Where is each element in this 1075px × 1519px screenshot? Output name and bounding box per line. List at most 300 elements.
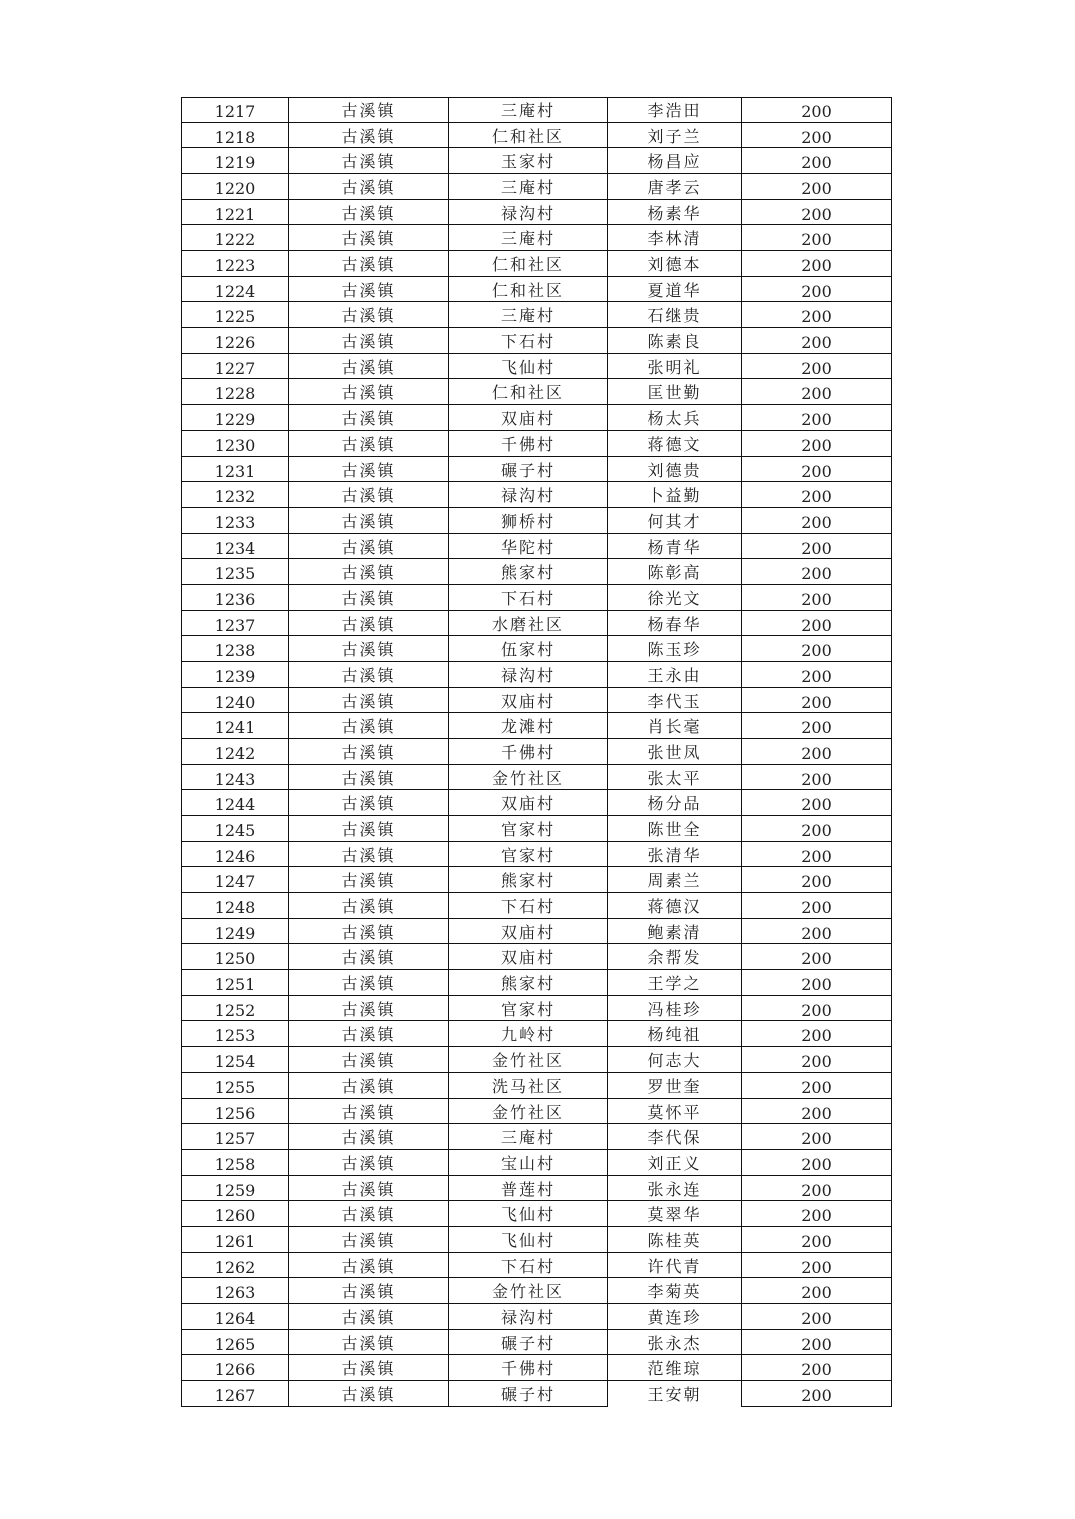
amount-text: 200: [801, 1000, 832, 1020]
town-text: 古溪镇: [341, 409, 396, 429]
person-name-text: 李菊英: [647, 1282, 702, 1302]
town-cell: [288, 1021, 448, 1047]
serial-number-text: 1242: [214, 744, 256, 763]
serial-number-text: 1262: [214, 1257, 256, 1277]
person-name-text: 杨春华: [647, 614, 702, 634]
serial-number-text: 1259: [214, 1180, 256, 1200]
village-cell: [448, 1304, 607, 1330]
person-name-text: 刘德本: [647, 255, 702, 275]
amount-text: 200: [801, 410, 832, 430]
village-cell: [448, 508, 607, 534]
table-row: [181, 842, 892, 868]
serial-number-text: 1231: [214, 461, 256, 481]
town-text: 古溪镇: [341, 1256, 396, 1276]
amount-text: 200: [801, 744, 832, 763]
village-text: 双庙村: [500, 922, 555, 942]
person-name-cell: [607, 1150, 741, 1176]
serial-number-cell: [181, 1304, 288, 1330]
town-cell: [288, 1355, 448, 1381]
person-name-text: 张永杰: [647, 1333, 702, 1353]
table-row: [181, 1150, 892, 1176]
table-row: [181, 970, 892, 996]
serial-number-cell: [181, 1073, 288, 1099]
table-row: [181, 919, 892, 945]
town-cell: [288, 200, 448, 226]
serial-number-cell: [181, 611, 288, 637]
town-text: 古溪镇: [341, 614, 396, 634]
town-text: 古溪镇: [341, 1333, 396, 1353]
serial-number-text: 1245: [214, 821, 256, 841]
table-row: [181, 251, 892, 277]
person-name-text: 夏道华: [647, 280, 702, 300]
table-row: [181, 379, 892, 405]
table-row: [181, 893, 892, 919]
town-cell: [288, 585, 448, 611]
serial-number-text: 1241: [214, 718, 256, 738]
amount-cell: [741, 302, 892, 328]
serial-number-text: 1225: [214, 307, 256, 327]
town-cell: [288, 405, 448, 431]
amount-cell: [741, 508, 892, 534]
village-cell: [448, 354, 607, 380]
serial-number-cell: [181, 739, 288, 765]
village-cell: [448, 1176, 607, 1202]
amount-cell: [741, 816, 892, 842]
person-name-text: 许代青: [647, 1256, 702, 1276]
serial-number-text: 1223: [214, 256, 256, 276]
village-cell: [448, 1073, 607, 1099]
person-name-text: 张清华: [647, 845, 702, 865]
person-name-text: 王永由: [647, 665, 702, 685]
serial-number-cell: [181, 123, 288, 149]
town-cell: [288, 1227, 448, 1253]
town-text: 古溪镇: [341, 743, 396, 762]
town-text: 古溪镇: [341, 588, 396, 608]
amount-text: 200: [801, 153, 832, 173]
person-name-cell: [607, 482, 741, 508]
village-cell: [448, 636, 607, 662]
village-text: 三庵村: [500, 306, 555, 326]
table-row: [181, 1381, 892, 1407]
village-cell: [448, 1150, 607, 1176]
serial-number-text: 1229: [214, 410, 256, 430]
table-row: [181, 1355, 892, 1381]
person-name-cell: [607, 1355, 741, 1381]
person-name-cell: [607, 636, 741, 662]
town-text: 古溪镇: [341, 691, 396, 711]
amount-cell: [741, 1278, 892, 1304]
table-row: [181, 405, 892, 431]
amount-cell: [741, 1355, 892, 1381]
amount-text: 200: [801, 333, 832, 353]
town-cell: [288, 225, 448, 251]
town-cell: [288, 1047, 448, 1073]
serial-number-text: 1248: [214, 898, 256, 918]
village-text: 双庙村: [500, 794, 555, 814]
serial-number-cell: [181, 174, 288, 200]
person-name-text: 石继贵: [647, 306, 702, 326]
serial-number-cell: [181, 97, 288, 123]
amount-text: 200: [801, 1103, 832, 1123]
amount-text: 200: [801, 1129, 832, 1149]
village-text: 伍家村: [500, 640, 555, 660]
serial-number-text: 1227: [214, 358, 256, 378]
village-cell: [448, 996, 607, 1022]
village-text: 飞仙村: [500, 1230, 555, 1250]
serial-number-text: 1238: [214, 641, 256, 661]
serial-number-cell: [181, 328, 288, 354]
town-cell: [288, 1124, 448, 1150]
village-cell: [448, 970, 607, 996]
person-name-cell: [607, 123, 741, 149]
person-name-text: 徐光文: [647, 588, 702, 608]
village-text: 千佛村: [500, 743, 555, 762]
town-text: 古溪镇: [341, 1051, 396, 1071]
person-name-cell: [607, 585, 741, 611]
amount-cell: [741, 1099, 892, 1125]
serial-number-cell: [181, 1021, 288, 1047]
person-name-text: 张明礼: [647, 357, 702, 377]
village-cell: [448, 1124, 607, 1150]
amount-text: 200: [801, 795, 832, 815]
village-text: 三庵村: [500, 229, 555, 249]
amount-text: 200: [801, 1360, 832, 1380]
serial-number-text: 1257: [214, 1129, 256, 1149]
table-row: [181, 431, 892, 457]
town-text: 古溪镇: [341, 768, 396, 788]
village-cell: [448, 893, 607, 919]
village-cell: [448, 200, 607, 226]
serial-number-text: 1239: [214, 666, 256, 686]
serial-number-text: 1220: [214, 179, 256, 199]
person-name-text: 刘正义: [647, 1153, 702, 1173]
person-name-cell: [607, 944, 741, 970]
person-name-text: 蒋德文: [647, 434, 702, 454]
person-name-text: 陈玉珍: [647, 640, 702, 660]
village-cell: [448, 148, 607, 174]
amount-text: 200: [801, 1180, 832, 1200]
village-cell: [448, 585, 607, 611]
town-text: 古溪镇: [341, 126, 396, 146]
town-cell: [288, 1330, 448, 1356]
town-text: 古溪镇: [341, 511, 396, 531]
village-text: 金竹社区: [491, 768, 564, 788]
town-text: 古溪镇: [341, 640, 396, 660]
village-cell: [448, 1355, 607, 1381]
person-name-text: 李林清: [647, 229, 702, 249]
village-cell: [448, 1099, 607, 1125]
town-cell: [288, 996, 448, 1022]
town-text: 古溪镇: [341, 1153, 396, 1173]
amount-text: 200: [801, 127, 832, 147]
amount-text: 200: [801, 281, 832, 301]
town-text: 古溪镇: [341, 280, 396, 300]
town-cell: [288, 688, 448, 714]
serial-number-cell: [181, 1227, 288, 1253]
amount-text: 200: [801, 898, 832, 918]
table-row: [181, 1201, 892, 1227]
amount-cell: [741, 534, 892, 560]
town-text: 古溪镇: [341, 357, 396, 377]
person-name-cell: [607, 739, 741, 765]
serial-number-text: 1240: [214, 692, 256, 712]
village-text: 三庵村: [500, 178, 555, 198]
town-cell: [288, 431, 448, 457]
amount-text: 200: [801, 975, 832, 995]
town-text: 古溪镇: [341, 897, 396, 917]
person-name-cell: [607, 1304, 741, 1330]
amount-text: 200: [801, 564, 832, 584]
person-name-text: 范维琼: [647, 1359, 702, 1379]
serial-number-text: 1264: [214, 1308, 256, 1328]
amount-text: 200: [801, 1386, 832, 1405]
village-text: 飞仙村: [500, 1205, 555, 1225]
table-row: [181, 585, 892, 611]
amount-text: 200: [801, 769, 832, 789]
serial-number-cell: [181, 508, 288, 534]
amount-text: 200: [801, 179, 832, 199]
person-name-text: 李代保: [647, 1128, 702, 1148]
village-text: 龙滩村: [500, 717, 555, 737]
person-name-cell: [607, 174, 741, 200]
table-row: [181, 457, 892, 483]
village-text: 下石村: [500, 588, 555, 608]
table-row: [181, 1304, 892, 1330]
table-row: [181, 302, 892, 328]
table-row: [181, 867, 892, 893]
amount-cell: [741, 328, 892, 354]
village-cell: [448, 1047, 607, 1073]
town-cell: [288, 482, 448, 508]
serial-number-cell: [181, 1278, 288, 1304]
amount-text: 200: [801, 461, 832, 481]
serial-number-cell: [181, 842, 288, 868]
amount-text: 200: [801, 204, 832, 224]
person-name-text: 卜益勤: [647, 486, 702, 506]
town-text: 古溪镇: [341, 178, 396, 198]
person-name-cell: [607, 1330, 741, 1356]
town-text: 古溪镇: [341, 306, 396, 326]
serial-number-text: 1217: [214, 102, 256, 121]
village-cell: [448, 842, 607, 868]
town-cell: [288, 842, 448, 868]
town-text: 古溪镇: [341, 999, 396, 1019]
person-name-text: 陈桂英: [647, 1230, 702, 1250]
village-text: 双庙村: [500, 948, 555, 968]
serial-number-text: 1247: [214, 872, 256, 892]
serial-number-text: 1261: [214, 1231, 256, 1251]
amount-cell: [741, 739, 892, 765]
serial-number-cell: [181, 225, 288, 251]
person-name-cell: [607, 790, 741, 816]
serial-number-text: 1236: [214, 589, 256, 609]
person-name-text: 杨太兵: [647, 409, 702, 429]
village-text: 禄沟村: [500, 1307, 555, 1327]
person-name-text: 杨分品: [647, 794, 702, 814]
amount-cell: [741, 405, 892, 431]
person-name-cell: [607, 1176, 741, 1202]
person-name-text: 唐孝云: [647, 178, 702, 198]
village-cell: [448, 534, 607, 560]
serial-number-cell: [181, 970, 288, 996]
amount-text: 200: [801, 692, 832, 712]
serial-number-text: 1244: [214, 795, 256, 815]
town-cell: [288, 893, 448, 919]
village-cell: [448, 1278, 607, 1304]
person-name-cell: [607, 713, 741, 739]
town-text: 古溪镇: [341, 203, 396, 223]
amount-cell: [741, 688, 892, 714]
town-cell: [288, 302, 448, 328]
town-cell: [288, 251, 448, 277]
amount-text: 200: [801, 512, 832, 532]
amount-text: 200: [801, 1206, 832, 1226]
town-cell: [288, 944, 448, 970]
table-row: [181, 662, 892, 688]
amount-text: 200: [801, 307, 832, 327]
amount-cell: [741, 585, 892, 611]
town-text: 古溪镇: [341, 974, 396, 994]
table-row: [181, 1176, 892, 1202]
person-name-cell: [607, 970, 741, 996]
town-text: 古溪镇: [341, 717, 396, 737]
village-cell: [448, 1201, 607, 1227]
person-name-cell: [607, 893, 741, 919]
person-name-cell: [607, 251, 741, 277]
person-name-cell: [607, 405, 741, 431]
serial-number-text: 1228: [214, 384, 256, 404]
village-cell: [448, 713, 607, 739]
amount-cell: [741, 354, 892, 380]
town-text: 古溪镇: [341, 665, 396, 685]
person-name-cell: [607, 534, 741, 560]
town-text: 古溪镇: [341, 1385, 396, 1404]
town-cell: [288, 1278, 448, 1304]
village-cell: [448, 1330, 607, 1356]
amount-text: 200: [801, 1154, 832, 1174]
serial-number-cell: [181, 1099, 288, 1125]
town-cell: [288, 713, 448, 739]
town-text: 古溪镇: [341, 1307, 396, 1327]
village-text: 禄沟村: [500, 665, 555, 685]
village-text: 下石村: [500, 1256, 555, 1276]
town-text: 古溪镇: [341, 537, 396, 557]
person-name-cell: [607, 302, 741, 328]
amount-text: 200: [801, 1077, 832, 1097]
town-cell: [288, 328, 448, 354]
town-cell: [288, 1304, 448, 1330]
town-cell: [288, 790, 448, 816]
village-cell: [448, 1253, 607, 1279]
table-row: [181, 1073, 892, 1099]
serial-number-cell: [181, 944, 288, 970]
amount-text: 200: [801, 846, 832, 866]
serial-number-cell: [181, 1201, 288, 1227]
amount-text: 200: [801, 230, 832, 250]
serial-number-text: 1222: [214, 230, 256, 250]
town-cell: [288, 970, 448, 996]
person-name-text: 杨素华: [647, 203, 702, 223]
serial-number-cell: [181, 251, 288, 277]
serial-number-cell: [181, 867, 288, 893]
serial-number-cell: [181, 688, 288, 714]
village-text: 九岭村: [500, 1025, 555, 1045]
table-row: [181, 688, 892, 714]
amount-cell: [741, 713, 892, 739]
table-row: [181, 636, 892, 662]
serial-number-cell: [181, 1253, 288, 1279]
table-row: [181, 225, 892, 251]
person-name-cell: [607, 867, 741, 893]
person-name-cell: [607, 225, 741, 251]
person-name-text: 王学之: [647, 974, 702, 994]
amount-text: 200: [801, 1026, 832, 1046]
serial-number-cell: [181, 431, 288, 457]
amount-cell: [741, 1381, 892, 1407]
serial-number-text: 1232: [214, 487, 256, 507]
town-text: 古溪镇: [341, 255, 396, 275]
table-row: [181, 816, 892, 842]
table-row: [181, 354, 892, 380]
amount-cell: [741, 1201, 892, 1227]
village-text: 仁和社区: [491, 280, 564, 300]
town-text: 古溪镇: [341, 820, 396, 840]
person-name-cell: [607, 1073, 741, 1099]
village-cell: [448, 431, 607, 457]
village-text: 仁和社区: [491, 126, 564, 146]
person-name-cell: [607, 354, 741, 380]
person-name-cell: [607, 765, 741, 791]
person-name-cell: [607, 1021, 741, 1047]
serial-number-text: 1263: [214, 1283, 256, 1303]
amount-text: 200: [801, 872, 832, 892]
town-text: 古溪镇: [341, 871, 396, 891]
town-text: 古溪镇: [341, 1025, 396, 1045]
amount-cell: [741, 1253, 892, 1279]
person-name-text: 周素兰: [647, 871, 702, 891]
table-row: [181, 765, 892, 791]
amount-cell: [741, 277, 892, 303]
amount-text: 200: [801, 641, 832, 661]
person-name-text: 王安朝: [647, 1385, 702, 1404]
person-name-cell: [607, 508, 741, 534]
serial-number-cell: [181, 1150, 288, 1176]
serial-number-cell: [181, 482, 288, 508]
person-name-text: 何志大: [647, 1051, 702, 1071]
serial-number-cell: [181, 1176, 288, 1202]
amount-cell: [741, 174, 892, 200]
person-name-text: 李代玉: [647, 691, 702, 711]
village-cell: [448, 919, 607, 945]
village-text: 千佛村: [500, 434, 555, 454]
person-name-text: 李浩田: [647, 101, 702, 120]
person-name-cell: [607, 662, 741, 688]
serial-number-cell: [181, 534, 288, 560]
town-cell: [288, 534, 448, 560]
amount-cell: [741, 944, 892, 970]
amount-cell: [741, 1021, 892, 1047]
town-text: 古溪镇: [341, 332, 396, 352]
serial-number-cell: [181, 996, 288, 1022]
village-cell: [448, 97, 607, 123]
serial-number-text: 1233: [214, 512, 256, 532]
serial-number-cell: [181, 893, 288, 919]
village-cell: [448, 559, 607, 585]
amount-cell: [741, 790, 892, 816]
person-name-text: 陈彰高: [647, 563, 702, 583]
amount-text: 200: [801, 1283, 832, 1303]
town-cell: [288, 1381, 448, 1407]
